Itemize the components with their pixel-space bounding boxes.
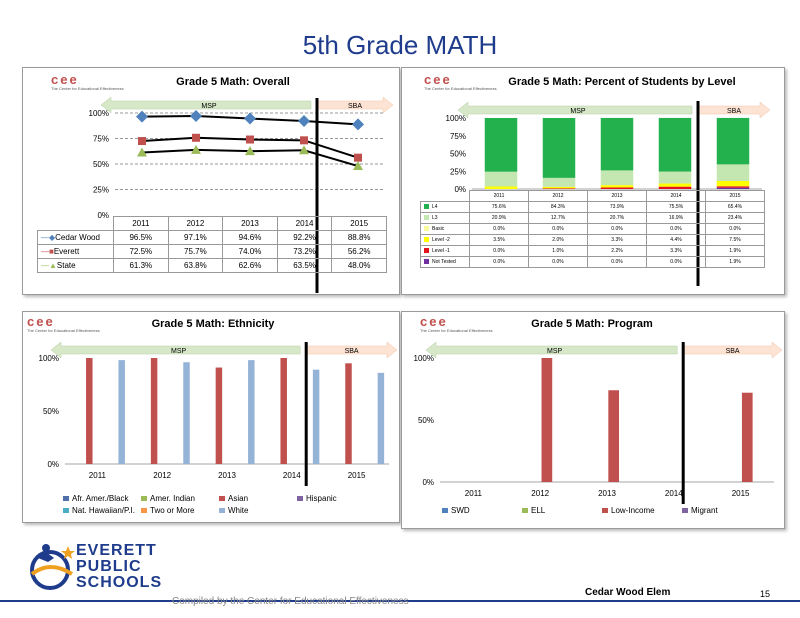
y-tick-label: 0% — [47, 460, 59, 469]
bar — [151, 358, 157, 464]
logo-letters: cee — [420, 314, 448, 329]
stacked-segment — [659, 172, 691, 184]
table-cell: 0.0% — [647, 257, 706, 268]
stacked-segment — [543, 178, 575, 187]
bar — [118, 360, 124, 464]
district-logo-icon — [24, 540, 76, 592]
ethnicity-chart-panel — [22, 311, 400, 523]
bar — [248, 360, 254, 464]
table-row — [421, 246, 765, 257]
data-point — [190, 110, 202, 122]
y-tick-label: 50% — [42, 407, 59, 416]
data-point — [244, 113, 256, 125]
table-cell: 3.3% — [647, 246, 706, 257]
series-label — [38, 231, 114, 245]
x-tick-label: 2014 — [282, 471, 301, 480]
series-label — [38, 259, 114, 273]
data-point — [354, 154, 362, 162]
sba-band-label: SBA — [725, 348, 740, 355]
legend-item — [63, 494, 128, 503]
table-cell: 75.5% — [647, 202, 706, 213]
legend-label: Nat. Hawaiian/P.I. — [72, 506, 135, 515]
program-bar-chart — [402, 312, 784, 528]
bar — [608, 390, 619, 482]
table-cell: 88.8% — [332, 231, 387, 245]
sba-band-label: SBA — [344, 348, 359, 355]
school-name: Cedar Wood Elem — [585, 587, 671, 598]
series-label — [38, 245, 114, 259]
y-tick-label: 25% — [449, 167, 466, 177]
stacked-segment — [543, 188, 575, 189]
y-tick-label: 100% — [445, 114, 466, 123]
msp-band-label: MSP — [171, 348, 187, 355]
stacked-segment — [485, 118, 517, 172]
legend-swatch — [141, 508, 147, 513]
category-header: 2014 — [647, 191, 706, 202]
stacked-segment — [601, 187, 633, 189]
table-corner — [38, 217, 114, 231]
table-cell: 62.6% — [223, 259, 278, 273]
series-name: Cedar Wood — [55, 233, 100, 242]
y-tick-label: 50% — [92, 160, 109, 169]
table-row — [421, 224, 765, 235]
legend-label: SWD — [451, 506, 470, 515]
legend-label: Two or More — [150, 506, 195, 515]
table-cell: 0.0% — [470, 224, 529, 235]
legend-swatch — [424, 259, 429, 264]
category-header: 2014 — [277, 217, 332, 231]
series-label — [421, 224, 470, 235]
logo-letters: cee — [27, 314, 55, 329]
table-cell: 20.7% — [588, 213, 647, 224]
bar — [183, 362, 189, 464]
district-line-1: EVERETT — [76, 542, 157, 559]
table-cell: 4.4% — [647, 235, 706, 246]
stacked-segment — [485, 187, 517, 189]
y-tick-label: 100% — [38, 354, 59, 363]
legend-item — [141, 506, 194, 515]
data-point — [246, 136, 254, 144]
table-cell: 0.0% — [706, 224, 765, 235]
table-cell: 94.6% — [223, 231, 278, 245]
table-cell: 0.0% — [647, 224, 706, 235]
x-tick-label: 2012 — [153, 471, 172, 480]
legend-swatch — [602, 508, 608, 513]
x-tick-label: 2012 — [531, 489, 550, 498]
table-cell: 97.1% — [168, 231, 223, 245]
bar — [313, 370, 319, 464]
table-cell: 0.0% — [470, 257, 529, 268]
stacked-segment — [717, 188, 749, 189]
series-name: Level -2 — [432, 237, 450, 243]
legend-swatch — [682, 508, 688, 513]
category-header: 2015 — [706, 191, 765, 202]
data-point — [298, 115, 310, 127]
table-row — [38, 245, 387, 259]
category-header: 2015 — [332, 217, 387, 231]
y-tick-label: 50% — [449, 149, 466, 159]
category-header: 2011 — [470, 191, 529, 202]
program-chart-panel — [401, 311, 785, 529]
legend-marker: —■ — [41, 247, 54, 256]
x-tick-label: 2014 — [664, 489, 683, 498]
logo-tagline: The Center for Educational Effectiveness — [420, 328, 493, 333]
bar — [345, 363, 351, 464]
table-cell: 1.0% — [529, 246, 588, 257]
program-legend — [402, 506, 784, 520]
table-cell: 1.9% — [706, 257, 765, 268]
stacked-segment — [543, 118, 575, 178]
legend-marker: —▲ — [41, 261, 57, 270]
table-cell: 56.2% — [332, 245, 387, 259]
ethnicity-bar-chart — [23, 312, 399, 522]
table-cell: 0.0% — [588, 257, 647, 268]
legend-item — [682, 506, 718, 515]
table-cell: 74.0% — [223, 245, 278, 259]
y-tick-label: 75% — [92, 134, 109, 144]
legend-label: Hispanic — [306, 494, 337, 503]
table-cell: 23.4% — [706, 213, 765, 224]
legend-label: Amer. Indian — [150, 494, 195, 503]
category-header: 2013 — [223, 217, 278, 231]
chart-title: Grade 5 Math: Overall — [176, 76, 290, 88]
x-tick-label: 2011 — [464, 489, 483, 498]
x-tick-label: 2015 — [731, 489, 750, 498]
legend-label: ELL — [531, 506, 546, 515]
series-name: Level -1 — [432, 248, 450, 254]
x-tick-label: 2011 — [88, 471, 107, 480]
table-cell: 75.7% — [168, 245, 223, 259]
legend-item — [219, 506, 248, 515]
series-name: State — [56, 261, 76, 270]
table-cell: 92.2% — [277, 231, 332, 245]
legend-swatch — [424, 237, 429, 242]
table-cell: 2.2% — [588, 246, 647, 257]
x-tick-label: 2015 — [347, 471, 366, 480]
logo-tagline: The Center for Educational Effectiveness — [51, 86, 124, 91]
table-cell: 20.9% — [470, 213, 529, 224]
legend-label: Afr. Amer./Black — [72, 494, 129, 503]
chart-title: Grade 5 Math: Percent of Students by Level — [508, 76, 736, 88]
table-cell: 75.6% — [470, 202, 529, 213]
table-cell: 7.5% — [706, 235, 765, 246]
table-cell: 63.8% — [168, 259, 223, 273]
legend-marker: —◆ — [41, 233, 56, 242]
table-cell: 73.9% — [588, 202, 647, 213]
table-cell: 1.9% — [706, 246, 765, 257]
y-tick-label: 0% — [454, 185, 466, 194]
level-chart-panel — [401, 67, 785, 295]
stacked-segment — [717, 181, 749, 186]
logo-tagline: The Center for Educational Effectiveness — [424, 86, 497, 91]
legend-swatch — [219, 508, 225, 513]
table-cell: 0.0% — [529, 257, 588, 268]
district-name — [76, 543, 162, 591]
legend-swatch — [424, 248, 429, 253]
stacked-segment — [717, 164, 749, 181]
data-point — [300, 136, 308, 144]
ethnicity-legend — [23, 494, 399, 520]
legend-label: Migrant — [691, 506, 718, 515]
x-tick-label: 2013 — [598, 489, 616, 498]
series-label — [421, 202, 470, 213]
stacked-segment — [601, 185, 633, 187]
sba-band-label: SBA — [347, 103, 363, 110]
table-row — [421, 257, 765, 268]
legend-swatch — [424, 215, 429, 220]
chart-title: Grade 5 Math: Ethnicity — [151, 318, 275, 330]
legend-item — [522, 506, 545, 515]
table-cell: 96.5% — [114, 231, 169, 245]
series-name: Not Tested — [432, 259, 456, 265]
stacked-segment — [601, 170, 633, 185]
stacked-segment — [659, 118, 691, 172]
data-point — [352, 118, 364, 130]
table-row — [38, 259, 387, 273]
msp-band-label: MSP — [201, 103, 217, 110]
legend-label: White — [228, 506, 249, 515]
table-row — [421, 202, 765, 213]
stacked-segment — [717, 186, 749, 187]
table-cell: 65.4% — [706, 202, 765, 213]
legend-swatch — [141, 496, 147, 501]
legend-swatch — [63, 496, 69, 501]
bar — [742, 393, 753, 482]
series-name: Everett — [53, 247, 80, 256]
category-header: 2013 — [588, 191, 647, 202]
legend-swatch — [219, 496, 225, 501]
stacked-segment — [543, 187, 575, 188]
table-row — [421, 235, 765, 246]
stacked-segment — [659, 187, 691, 189]
y-tick-label: 0% — [422, 478, 434, 487]
overall-data-table — [37, 216, 387, 273]
table-cell: 61.3% — [114, 259, 169, 273]
legend-item — [219, 494, 248, 503]
data-point — [138, 137, 146, 145]
y-tick-label: 75% — [449, 131, 466, 141]
legend-swatch — [522, 508, 528, 513]
legend-swatch — [63, 508, 69, 513]
bar — [280, 358, 286, 464]
overall-chart-panel — [22, 67, 400, 295]
series-name: L3 — [432, 215, 438, 221]
logo-letters: cee — [51, 72, 79, 87]
legend-swatch — [442, 508, 448, 513]
table-cell: 3.3% — [588, 235, 647, 246]
legend-item — [141, 494, 195, 503]
table-cell: 0.0% — [529, 224, 588, 235]
bar — [86, 358, 92, 464]
stacked-segment — [601, 118, 633, 170]
data-point — [192, 134, 200, 142]
bar — [378, 373, 384, 464]
compiled-by-note: Compiled by the Center for Educational Effectiveness — [172, 596, 409, 607]
series-label — [421, 235, 470, 246]
legend-swatch — [424, 204, 429, 209]
series-label — [421, 213, 470, 224]
stacked-segment — [659, 184, 691, 187]
y-tick-label: 100% — [413, 354, 434, 363]
legend-item — [442, 506, 470, 515]
district-line-2: PUBLIC — [76, 558, 142, 575]
table-cell: 72.5% — [114, 245, 169, 259]
table-cell: 48.0% — [332, 259, 387, 273]
x-tick-label: 2013 — [218, 471, 236, 480]
stacked-segment — [717, 118, 749, 164]
table-cell: 0.0% — [470, 246, 529, 257]
table-cell: 12.7% — [529, 213, 588, 224]
data-point — [136, 111, 148, 123]
series-name: L4 — [432, 204, 438, 210]
y-tick-label: 25% — [92, 185, 109, 195]
legend-item — [63, 506, 135, 515]
legend-label: Asian — [228, 494, 249, 503]
logo-tagline: The Center for Educational Effectiveness — [27, 328, 100, 333]
table-row — [421, 213, 765, 224]
table-corner — [421, 191, 470, 202]
y-tick-label: 0% — [97, 211, 109, 220]
legend-item — [602, 506, 655, 515]
msp-band-label: MSP — [570, 108, 586, 115]
table-cell: 84.3% — [529, 202, 588, 213]
table-cell: 0.0% — [588, 224, 647, 235]
logo-letters: cee — [424, 72, 452, 87]
table-cell: 63.5% — [277, 259, 332, 273]
legend-swatch — [297, 496, 303, 501]
slide-title: 5th Grade MATH — [302, 30, 498, 60]
district-line-3: SCHOOLS — [76, 574, 163, 591]
bar — [216, 368, 222, 464]
category-header: 2012 — [168, 217, 223, 231]
stacked-segment — [485, 172, 517, 187]
table-cell: 73.2% — [277, 245, 332, 259]
table-cell: 16.9% — [647, 213, 706, 224]
y-tick-label: 100% — [88, 109, 109, 118]
bar — [542, 358, 553, 482]
page-number: 15 — [760, 589, 771, 599]
table-cell: 2.0% — [529, 235, 588, 246]
msp-band-label: MSP — [547, 348, 563, 355]
level-data-table — [420, 190, 765, 268]
legend-label: Low-Income — [611, 506, 655, 515]
y-tick-label: 50% — [417, 416, 434, 425]
legend-item — [297, 494, 337, 503]
category-header: 2011 — [114, 217, 169, 231]
table-row — [38, 231, 387, 245]
chart-title: Grade 5 Math: Program — [531, 318, 653, 330]
table-cell: 3.5% — [470, 235, 529, 246]
legend-swatch — [424, 226, 429, 231]
series-name: Basic — [432, 226, 445, 232]
sba-band-label: SBA — [726, 108, 742, 115]
series-label — [421, 257, 470, 268]
series-label — [421, 246, 470, 257]
category-header: 2012 — [529, 191, 588, 202]
